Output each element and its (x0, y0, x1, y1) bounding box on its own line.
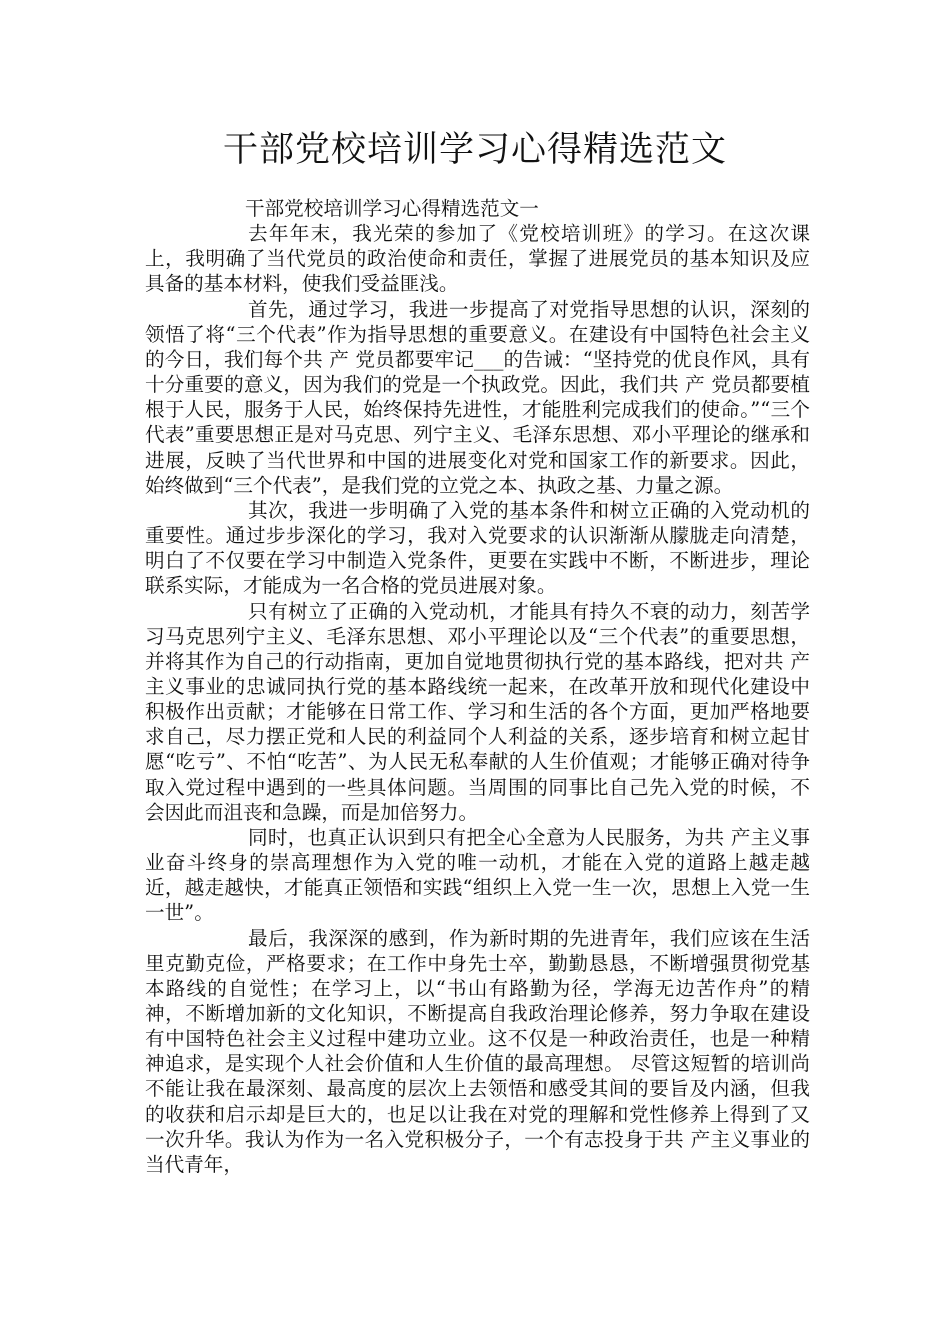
paragraph-second: 其次，我进一步明确了入党的基本条件和树立正确的入党动机的重要性。通过步步深化的学习，我对入党要求的认识渐渐从朦胧走向清楚，明白了不仅要在学习中制造入党条件，更要在实践中不断，不断进步，理论联系实际，才能成为一名合格的党员进展对象。 (145, 498, 810, 598)
paragraph-intro: 去年年末，我光荣的参加了《党校培训班》的学习。在这次课上，我明确了当代党员的政治使命和责任，掌握了进展党员的基本知识及应具备的基本材料，使我们受益匪浅。 (145, 222, 810, 296)
paragraph-first: 首先，通过学习，我进一步提高了对党指导思想的认识，深刻的领悟了将“三个代表”作为指导思想的重要意义。在建设有中国特色社会主义的今日，我们每个共 产 党员都要牢记___的告诫：“坚持党的优良作风，具有十分重要的意义，因为我们的党是一个执政党。因此，我们共 产 党员都要植根于人民，服务于人民，始终保持先进性，才能胜利完成我们的使命。”“三个代表”重要思想正是对马克思、列宁主义、毛泽东思想、邓小平理论的继承和进展，反映了当代世界和中国的进展变化对党和国家工作的新要求。因此，始终做到“三个代表”，是我们党的立党之本、执政之基、力量之源。 (145, 297, 810, 497)
section-heading: 干部党校培训学习心得精选范文一 (245, 197, 539, 220)
document-title: 干部党校培训学习心得精选范文 (222, 130, 727, 170)
document-body (145, 196, 810, 1177)
paragraph-meanwhile: 同时，也真正认识到只有把全心全意为人民服务，为共 产主义事业奋斗终身的崇高理想作为入党的唯一动机，才能在入党的道路上越走越近，越走越快，才能真正领悟和实践“组织上入党一生一次，思想上入党一生一世”。 (145, 825, 810, 925)
paragraph-finally: 最后，我深深的感到，作为新时期的先进青年，我们应该在生活里克勤克俭，严格要求；在工作中身先士卒，勤勤恳恳，不断增强贯彻党基本路线的自觉性；在学习上，以“书山有路勤为径，学海无边苦作舟”的精神，不断增加新的文化知识，不断提高自我政治理论修养，努力争取在建设有中国特色社会主义过程中建功立业。这不仅是一种政治责任，也是一种精神追求，是实现个人社会价值和人生价值的最高理想。 尽管这短暂的培训尚不能让我在最深刻、最高度的层次上去领悟和感受其间的要旨及内涵，但我的收获和启示却是巨大的，也足以让我在对党的理解和党性修养上得到了又一次升华。我认为作为一名入党积极分子，一个有志投身于共 产主义事业的当代青年， (145, 926, 810, 1176)
paragraph-motivation: 只有树立了正确的入党动机，才能具有持久不衰的动力，刻苦学习马克思列宁主义、毛泽东思想、邓小平理论以及“三个代表”的重要思想，并将其作为自己的行动指南，更加自觉地贯彻执行党的基本路线，把对共 产主义事业的忠诚同执行党的基本路线统一起来，在改革开放和现代化建设中积极作出贡献；才能够在日常工作、学习和生活的各个方面，更加严格地要求自己，尽力摆正党和人民的利益同个人利益的关系，逐步培育和树立起甘愿“吃亏”、不怕“吃苦”、为人民无私奉献的人生价值观；才能够正确对待争取入党过程中遇到的一些具体问题。当周围的同事比自己先入党的时候，不会因此而沮丧和急躁，而是加倍努力。 (145, 599, 810, 824)
